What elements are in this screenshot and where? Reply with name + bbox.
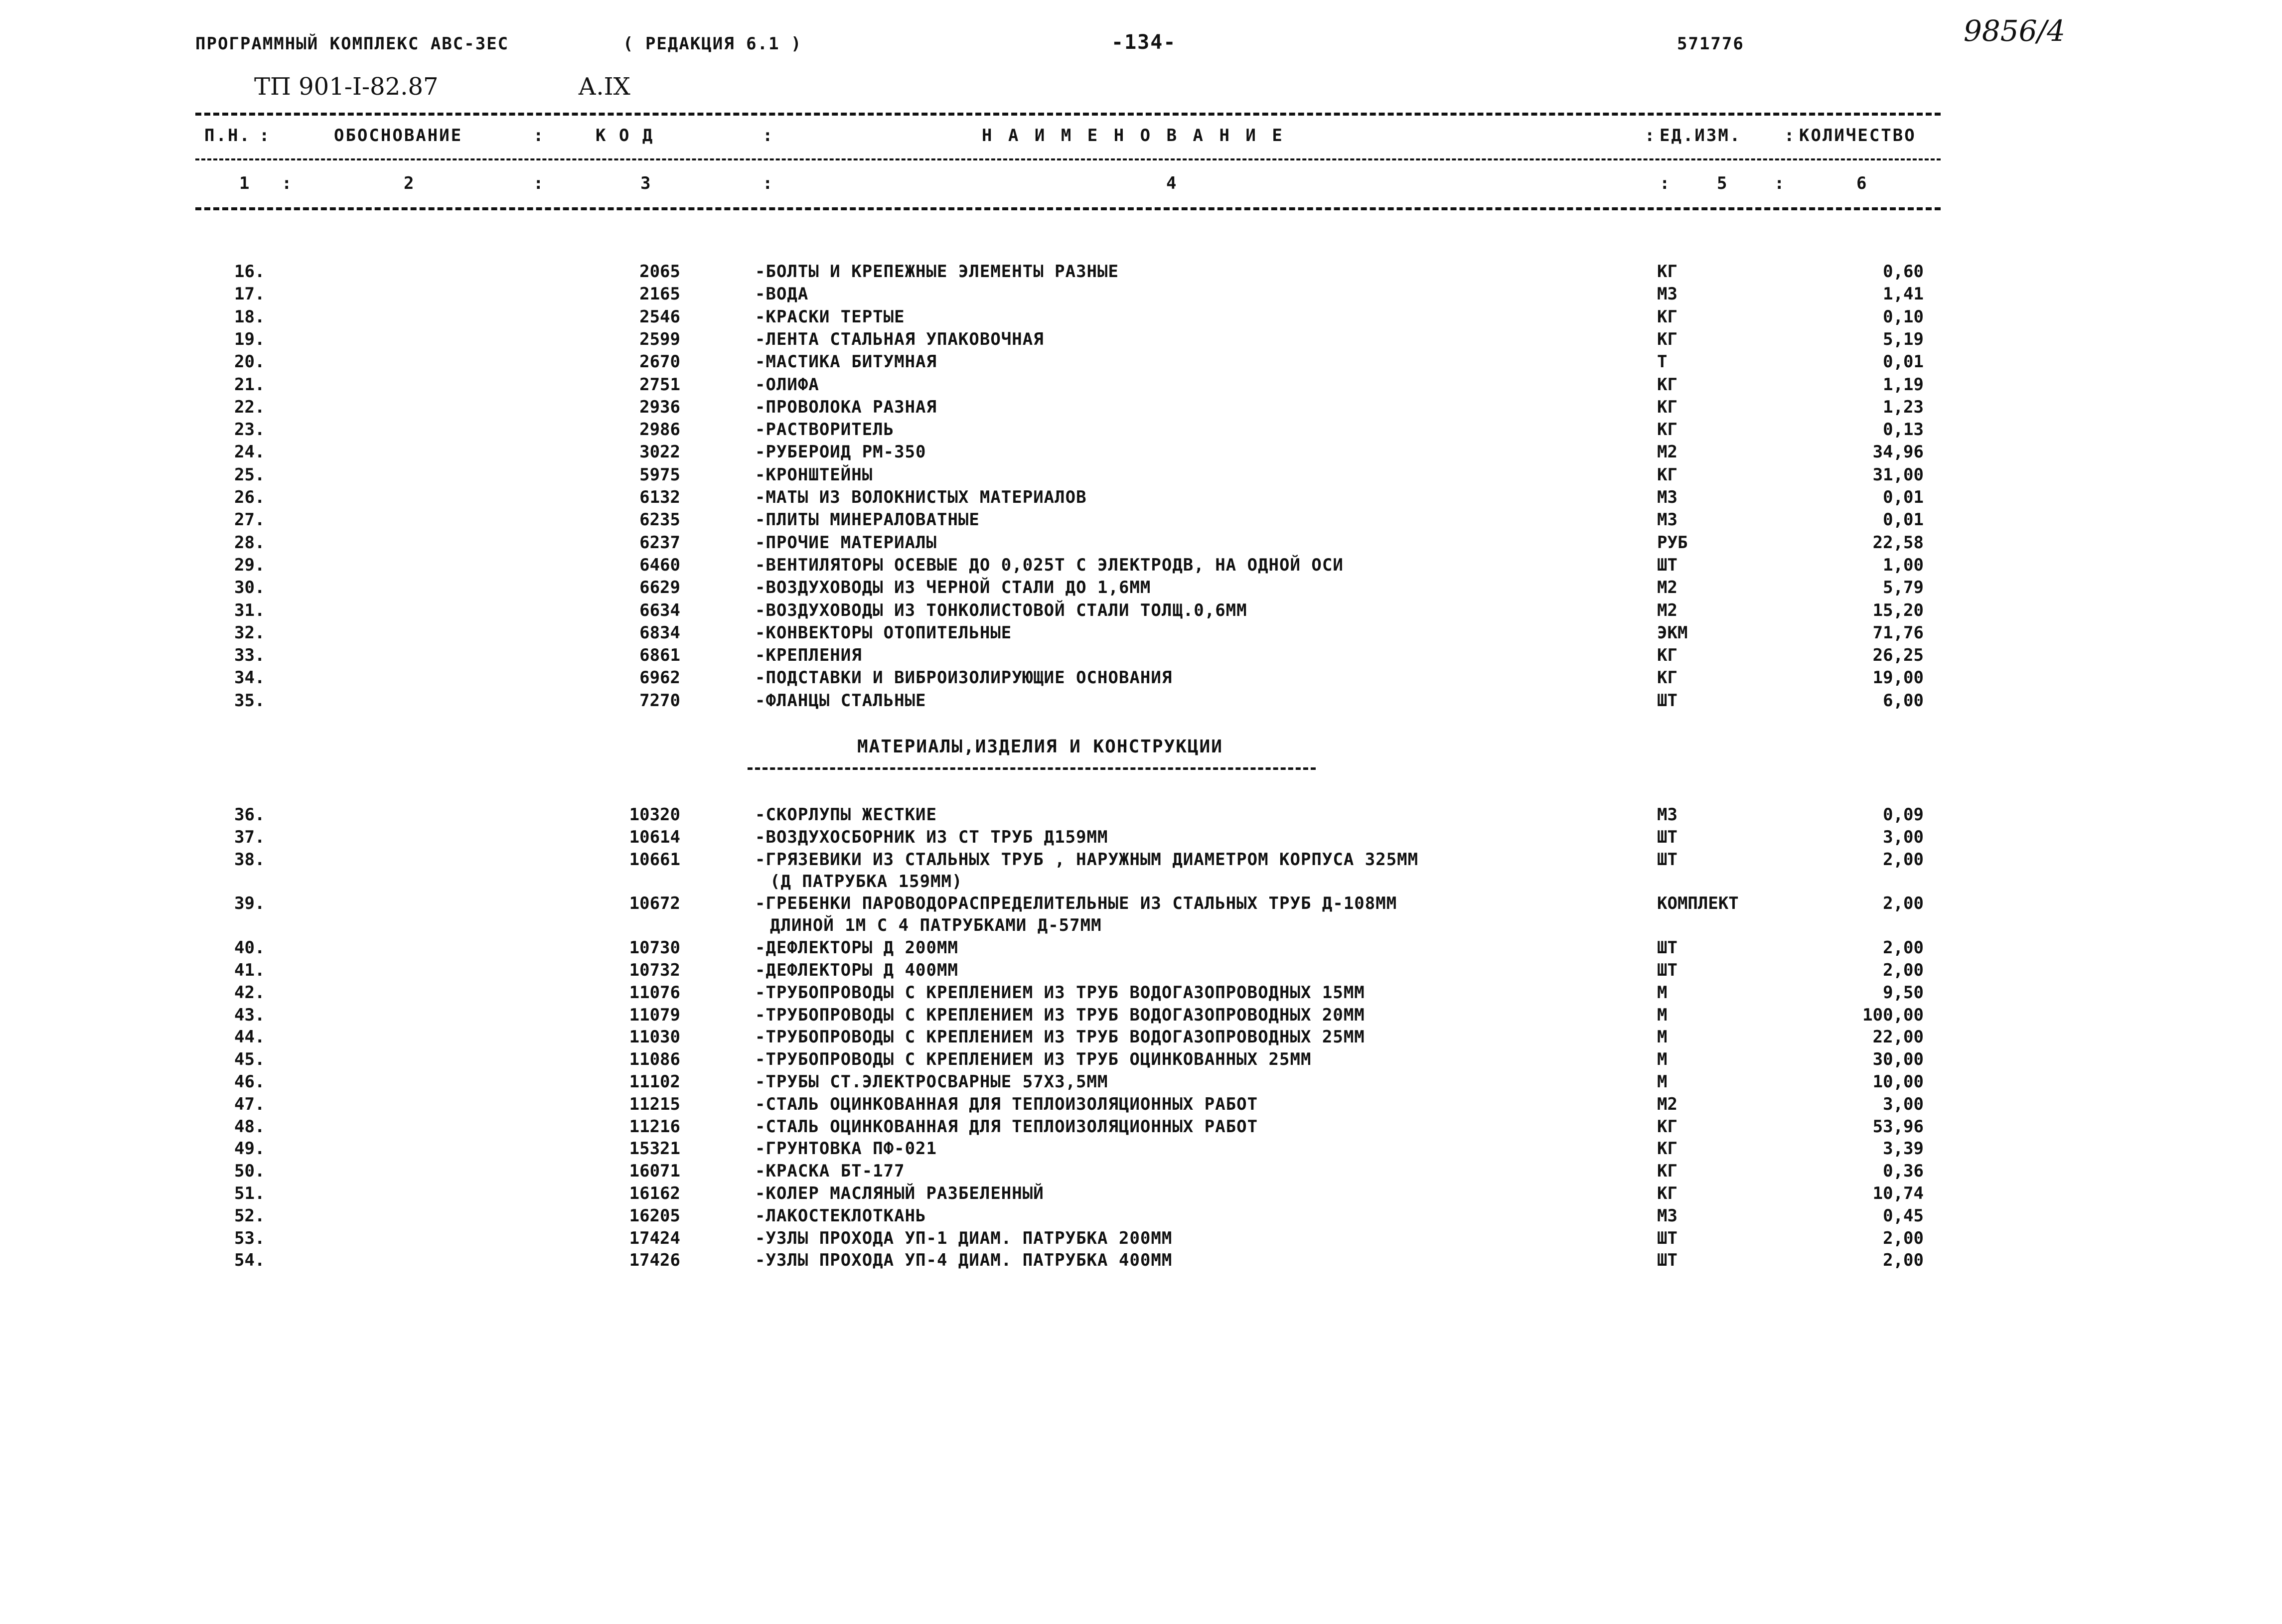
table-row xyxy=(0,307,2282,330)
row-number: 17. xyxy=(234,284,265,304)
row-code: 7270 xyxy=(639,690,680,711)
row-code: 10730 xyxy=(629,938,680,958)
row-unit: КГ xyxy=(1657,464,1677,485)
table-row xyxy=(0,397,2282,420)
row-number: 37. xyxy=(234,827,265,847)
row-code: 6634 xyxy=(639,600,680,620)
row-name: -КРАСКА БТ-177 xyxy=(755,1161,905,1181)
header-rule-bottom xyxy=(195,207,1941,210)
row-unit: ШТ xyxy=(1657,849,1677,870)
row-name: -РАСТВОРИТЕЛЬ xyxy=(755,420,895,440)
row-unit: М xyxy=(1657,1005,1668,1025)
row-name: -КОНВЕКТОРЫ ОТОПИТЕЛЬНЫЕ xyxy=(755,622,1012,643)
row-name: -ВОЗДУХОВОДЫ ИЗ ТОНКОЛИСТОВОЙ СТАЛИ ТОЛЩ.0,6ММ xyxy=(755,600,1247,620)
row-unit: КГ xyxy=(1657,645,1677,666)
row-quantity: 0,09 xyxy=(1883,805,1924,825)
col-number-4: 4 xyxy=(1166,173,1178,193)
row-number: 25. xyxy=(234,464,265,485)
table-row xyxy=(0,827,2282,850)
row-number: 31. xyxy=(234,600,265,620)
row-name: -ВОЗДУХОСБОРНИК ИЗ СТ ТРУБ Д159ММ xyxy=(755,827,1108,847)
row-unit: М3 xyxy=(1657,487,1677,507)
row-name: -БОЛТЫ И КРЕПЕЖНЫЕ ЭЛЕМЕНТЫ РАЗНЫЕ xyxy=(755,262,1119,282)
row-quantity: 53,96 xyxy=(1872,1116,1924,1137)
row-unit: РУБ xyxy=(1657,532,1688,553)
row-name: -ТРУБОПРОВОДЫ С КРЕПЛЕНИЕМ ИЗ ТРУБ ВОДОГАЗОПРОВОДНЫХ 20ММ xyxy=(755,1005,1365,1025)
row-quantity: 26,25 xyxy=(1872,645,1924,666)
table-row xyxy=(0,645,2282,668)
row-name: -ДЕФЛЕКТОРЫ Д 200ММ xyxy=(755,938,958,958)
row-number: 33. xyxy=(234,645,265,666)
col-number-2: 2 xyxy=(404,173,416,193)
row-code: 6861 xyxy=(639,645,680,666)
row-number: 36. xyxy=(234,805,265,825)
row-name-continuation: (Д ПАТРУБКА 159ММ) xyxy=(770,871,963,891)
row-name: -КОЛЕР МАСЛЯНЫЙ РАЗБЕЛЕННЫЙ xyxy=(755,1183,1044,1203)
row-number: 48. xyxy=(234,1116,265,1137)
row-quantity: 10,00 xyxy=(1872,1072,1924,1092)
table-row xyxy=(0,329,2282,352)
edition-label: ( РЕДАКЦИЯ 6.1 ) xyxy=(623,34,802,54)
doc-code: 571776 xyxy=(1677,34,1744,54)
row-unit: ШТ xyxy=(1657,827,1677,847)
row-unit: М xyxy=(1657,982,1668,1003)
row-unit: КГ xyxy=(1657,1161,1677,1181)
table-row xyxy=(0,465,2282,488)
col-separator: : xyxy=(762,126,774,146)
row-unit: ШТ xyxy=(1657,960,1677,980)
row-code: 11076 xyxy=(629,982,680,1003)
table-row xyxy=(0,1072,2282,1095)
row-number: 24. xyxy=(234,442,265,462)
row-quantity: 1,23 xyxy=(1883,397,1924,417)
row-unit: М3 xyxy=(1657,510,1677,530)
row-quantity: 5,79 xyxy=(1883,578,1924,598)
col-separator: : xyxy=(259,126,271,146)
row-code: 2751 xyxy=(639,374,680,395)
row-code: 2986 xyxy=(639,420,680,440)
row-unit: М3 xyxy=(1657,805,1677,825)
row-code: 16071 xyxy=(629,1161,680,1181)
table-row xyxy=(0,375,2282,398)
row-unit: М2 xyxy=(1657,600,1677,620)
row-quantity: 2,00 xyxy=(1883,893,1924,914)
row-name: -МАТЫ ИЗ ВОЛОКНИСТЫХ МАТЕРИАЛОВ xyxy=(755,487,1087,507)
row-unit: ШТ xyxy=(1657,938,1677,958)
table-row xyxy=(0,1049,2282,1072)
row-code: 2599 xyxy=(639,329,680,349)
row-name: -ФЛАНЦЫ СТАЛЬНЫЕ xyxy=(755,690,926,711)
row-quantity: 31,00 xyxy=(1872,464,1924,485)
table-row xyxy=(0,600,2282,623)
row-number: 42. xyxy=(234,982,265,1003)
table-row xyxy=(0,1117,2282,1140)
row-name: -УЗЛЫ ПРОХОДА УП-4 ДИАМ. ПАТРУБКА 400ММ xyxy=(755,1250,1173,1271)
row-number: 39. xyxy=(234,893,265,914)
row-unit: М2 xyxy=(1657,442,1677,462)
table-row xyxy=(0,420,2282,443)
row-name: -ВОЗДУХОВОДЫ ИЗ ЧЕРНОЙ СТАЛИ ДО 1,6ММ xyxy=(755,578,1151,598)
row-number: 27. xyxy=(234,510,265,530)
col-number-1: 1 xyxy=(239,173,251,193)
row-quantity: 2,00 xyxy=(1883,938,1924,958)
table-row xyxy=(0,1250,2282,1273)
row-number: 47. xyxy=(234,1094,265,1114)
table-row xyxy=(0,442,2282,465)
row-quantity: 2,00 xyxy=(1883,1250,1924,1271)
col-separator: : xyxy=(1645,126,1657,146)
row-number: 35. xyxy=(234,690,265,711)
row-code: 17424 xyxy=(629,1228,680,1248)
row-name: -КРЕПЛЕНИЯ xyxy=(755,645,862,666)
row-name: -РУБЕРОИД РМ-350 xyxy=(755,442,926,462)
row-number: 43. xyxy=(234,1005,265,1025)
row-number: 16. xyxy=(234,262,265,282)
row-code: 11102 xyxy=(629,1072,680,1092)
row-quantity: 30,00 xyxy=(1872,1049,1924,1070)
col-header-unit: ЕД.ИЗМ. xyxy=(1660,126,1742,146)
row-number: 21. xyxy=(234,374,265,395)
table-row xyxy=(0,555,2282,578)
row-name: -ВЕНТИЛЯТОРЫ ОСЕВЫЕ ДО 0,025Т С ЭЛЕКТРОДВ, НА ОДНОЙ ОСИ xyxy=(755,555,1344,575)
row-code: 6834 xyxy=(639,622,680,643)
row-quantity: 22,58 xyxy=(1872,532,1924,553)
row-name: -СКОРЛУПЫ ЖЕСТКИЕ xyxy=(755,805,937,825)
row-unit: КГ xyxy=(1657,1183,1677,1203)
row-number: 20. xyxy=(234,352,265,372)
table-row xyxy=(0,510,2282,533)
row-quantity: 1,41 xyxy=(1883,284,1924,304)
row-number: 32. xyxy=(234,622,265,643)
table-row xyxy=(0,983,2282,1006)
row-name: -ПРОЧИЕ МАТЕРИАЛЫ xyxy=(755,532,937,553)
section-title-underline xyxy=(748,767,1316,770)
row-number: 38. xyxy=(234,849,265,870)
row-name: -ТРУБОПРОВОДЫ С КРЕПЛЕНИЕМ ИЗ ТРУБ ОЦИНКОВАННЫХ 25ММ xyxy=(755,1049,1312,1070)
row-name: -СТАЛЬ ОЦИНКОВАННАЯ ДЛЯ ТЕПЛОИЗОЛЯЦИОННЫХ РАБОТ xyxy=(755,1116,1258,1137)
handwritten-mark: 9856/4 xyxy=(1964,14,2066,48)
table-row xyxy=(0,850,2282,873)
row-number: 23. xyxy=(234,420,265,440)
row-code: 10614 xyxy=(629,827,680,847)
table-row xyxy=(0,960,2282,983)
row-quantity: 0,01 xyxy=(1883,487,1924,507)
row-code: 16162 xyxy=(629,1183,680,1203)
col-separator: : xyxy=(282,173,294,193)
row-code: 11086 xyxy=(629,1049,680,1070)
row-quantity: 3,39 xyxy=(1883,1139,1924,1159)
page-number: -134- xyxy=(1111,31,1177,54)
row-code: 2165 xyxy=(639,284,680,304)
col-number-6: 6 xyxy=(1856,173,1868,193)
row-quantity: 10,74 xyxy=(1872,1183,1924,1203)
row-code: 11079 xyxy=(629,1005,680,1025)
row-unit: М2 xyxy=(1657,578,1677,598)
table-row xyxy=(0,1228,2282,1251)
row-quantity: 3,00 xyxy=(1883,1094,1924,1114)
row-code: 10732 xyxy=(629,960,680,980)
row-number: 22. xyxy=(234,397,265,417)
row-unit: ШТ xyxy=(1657,690,1677,711)
row-unit: КГ xyxy=(1657,1116,1677,1137)
row-number: 18. xyxy=(234,306,265,327)
row-quantity: 22,00 xyxy=(1872,1027,1924,1047)
row-code: 6460 xyxy=(639,555,680,575)
row-name: -ДЕФЛЕКТОРЫ Д 400ММ xyxy=(755,960,958,980)
row-code: 2065 xyxy=(639,262,680,282)
row-unit: КГ xyxy=(1657,668,1677,688)
row-quantity: 0,45 xyxy=(1883,1205,1924,1226)
row-unit: КГ xyxy=(1657,306,1677,327)
row-quantity: 3,00 xyxy=(1883,827,1924,847)
project-code: ТП 901-I-82.87 xyxy=(254,73,439,101)
row-quantity: 71,76 xyxy=(1872,622,1924,643)
row-code: 11216 xyxy=(629,1116,680,1137)
row-unit: М3 xyxy=(1657,284,1677,304)
row-quantity: 2,00 xyxy=(1883,1228,1924,1248)
row-code: 6237 xyxy=(639,532,680,553)
row-unit: ШТ xyxy=(1657,555,1677,575)
row-code: 11030 xyxy=(629,1027,680,1047)
row-quantity: 0,36 xyxy=(1883,1161,1924,1181)
row-number: 45. xyxy=(234,1049,265,1070)
section-title: МАТЕРИАЛЫ,ИЗДЕЛИЯ И КОНСТРУКЦИИ xyxy=(857,737,1223,757)
row-quantity: 2,00 xyxy=(1883,849,1924,870)
row-unit: КГ xyxy=(1657,262,1677,282)
row-number: 28. xyxy=(234,532,265,553)
row-unit: М xyxy=(1657,1049,1668,1070)
col-header-basis: ОБОСНОВАНИЕ xyxy=(334,126,463,146)
row-name: -ПРОВОЛОКА РАЗНАЯ xyxy=(755,397,937,417)
row-quantity: 0,60 xyxy=(1883,262,1924,282)
row-name: -КРОНШТЕЙНЫ xyxy=(755,464,873,485)
row-quantity: 34,96 xyxy=(1872,442,1924,462)
row-unit: КГ xyxy=(1657,420,1677,440)
table-row xyxy=(0,1161,2282,1184)
table-row xyxy=(0,1183,2282,1206)
row-name: -ЛАКОСТЕКЛОТКАНЬ xyxy=(755,1205,926,1226)
row-unit: ШТ xyxy=(1657,1250,1677,1271)
row-unit: КГ xyxy=(1657,397,1677,417)
row-number: 54. xyxy=(234,1250,265,1271)
row-quantity: 0,13 xyxy=(1883,420,1924,440)
row-name: -ТРУБОПРОВОДЫ С КРЕПЛЕНИЕМ ИЗ ТРУБ ВОДОГАЗОПРОВОДНЫХ 15ММ xyxy=(755,982,1365,1003)
row-quantity: 0,10 xyxy=(1883,306,1924,327)
col-header-code: К О Д xyxy=(596,126,654,146)
row-name: -МАСТИКА БИТУМНАЯ xyxy=(755,352,937,372)
row-unit: ШТ xyxy=(1657,1228,1677,1248)
table-row xyxy=(0,284,2282,307)
row-code: 6629 xyxy=(639,578,680,598)
col-separator: : xyxy=(762,173,774,193)
table-row xyxy=(0,1005,2282,1028)
row-number: 44. xyxy=(234,1027,265,1047)
table-row xyxy=(0,352,2282,375)
row-quantity: 1,00 xyxy=(1883,555,1924,575)
row-quantity: 2,00 xyxy=(1883,960,1924,980)
row-unit: Т xyxy=(1657,352,1668,372)
row-code: 6132 xyxy=(639,487,680,507)
col-separator: : xyxy=(533,126,545,146)
table-row xyxy=(0,1094,2282,1117)
row-name: -ПЛИТЫ МИНЕРАЛОВАТНЫЕ xyxy=(755,510,980,530)
row-quantity: 0,01 xyxy=(1883,510,1924,530)
row-name: -ЛЕНТА СТАЛЬНАЯ УПАКОВОЧНАЯ xyxy=(755,329,1044,349)
header-rule-top xyxy=(195,113,1941,116)
col-header-num: П.Н. xyxy=(204,126,251,146)
album-label: А.IX xyxy=(578,73,630,101)
row-number: 46. xyxy=(234,1072,265,1092)
row-number: 41. xyxy=(234,960,265,980)
row-name: -СТАЛЬ ОЦИНКОВАННАЯ ДЛЯ ТЕПЛОИЗОЛЯЦИОННЫХ РАБОТ xyxy=(755,1094,1258,1114)
row-number: 50. xyxy=(234,1161,265,1181)
row-quantity: 9,50 xyxy=(1883,982,1924,1003)
row-code: 3022 xyxy=(639,442,680,462)
table-row xyxy=(0,487,2282,510)
row-code: 6235 xyxy=(639,510,680,530)
table-row xyxy=(0,1139,2282,1162)
row-number: 53. xyxy=(234,1228,265,1248)
col-header-qty: КОЛИЧЕСТВО xyxy=(1799,126,1916,146)
row-number: 49. xyxy=(234,1139,265,1159)
row-name: -ГРЕБЕНКИ ПАРОВОДОРАСПРЕДЕЛИТЕЛЬНЫЕ ИЗ СТАЛЬНЫХ ТРУБ Д-108ММ xyxy=(755,893,1397,914)
row-unit: М xyxy=(1657,1072,1668,1092)
row-number: 52. xyxy=(234,1205,265,1226)
table-row xyxy=(0,893,2282,916)
row-unit: КОМПЛЕКТ xyxy=(1657,893,1739,914)
program-title: ПРОГРАММНЫЙ КОМПЛЕКС АВС-3ЕС xyxy=(195,34,509,54)
table-row xyxy=(0,805,2282,828)
table-row xyxy=(0,1027,2282,1050)
row-number: 34. xyxy=(234,668,265,688)
col-separator: : xyxy=(533,173,545,193)
row-code: 15321 xyxy=(629,1139,680,1159)
row-code: 16205 xyxy=(629,1205,680,1226)
row-name-continuation: ДЛИНОЙ 1М С 4 ПАТРУБКАМИ Д-57ММ xyxy=(770,915,1102,936)
row-name: -УЗЛЫ ПРОХОДА УП-1 ДИАМ. ПАТРУБКА 200ММ xyxy=(755,1228,1173,1248)
table-row xyxy=(0,1206,2282,1229)
row-unit: ЭКМ xyxy=(1657,622,1688,643)
row-code: 6962 xyxy=(639,668,680,688)
row-quantity: 15,20 xyxy=(1872,600,1924,620)
row-number: 30. xyxy=(234,578,265,598)
row-name: -ГРЯЗЕВИКИ ИЗ СТАЛЬНЫХ ТРУБ , НАРУЖНЫМ ДИАМЕТРОМ КОРПУСА 325ММ xyxy=(755,849,1419,870)
row-unit: КГ xyxy=(1657,329,1677,349)
row-name: -ГРУНТОВКА ПФ-021 xyxy=(755,1139,937,1159)
row-number: 19. xyxy=(234,329,265,349)
row-quantity: 0,01 xyxy=(1883,352,1924,372)
row-code: 10672 xyxy=(629,893,680,914)
row-unit: М3 xyxy=(1657,1205,1677,1226)
table-row xyxy=(0,578,2282,600)
row-quantity: 100,00 xyxy=(1862,1005,1924,1025)
table-row xyxy=(0,938,2282,961)
row-code: 10661 xyxy=(629,849,680,870)
row-code: 11215 xyxy=(629,1094,680,1114)
col-separator: : xyxy=(1784,126,1796,146)
row-name: -КРАСКИ ТЕРТЫЕ xyxy=(755,306,905,327)
row-quantity: 19,00 xyxy=(1872,668,1924,688)
row-unit: М xyxy=(1657,1027,1668,1047)
row-code: 2546 xyxy=(639,306,680,327)
row-unit: М2 xyxy=(1657,1094,1677,1114)
row-name: -ТРУБЫ СТ.ЭЛЕКТРОСВАРНЫЕ 57Х3,5ММ xyxy=(755,1072,1108,1092)
row-quantity: 5,19 xyxy=(1883,329,1924,349)
row-unit: КГ xyxy=(1657,374,1677,395)
row-number: 40. xyxy=(234,938,265,958)
row-unit: КГ xyxy=(1657,1139,1677,1159)
table-row xyxy=(0,668,2282,691)
row-name: -ВОДА xyxy=(755,284,809,304)
row-number: 51. xyxy=(234,1183,265,1203)
row-number: 26. xyxy=(234,487,265,507)
col-header-name: Н А И М Е Н О В А Н И Е xyxy=(982,126,1285,146)
row-code: 2670 xyxy=(639,352,680,372)
row-code: 10320 xyxy=(629,805,680,825)
row-name: -ТРУБОПРОВОДЫ С КРЕПЛЕНИЕМ ИЗ ТРУБ ВОДОГАЗОПРОВОДНЫХ 25ММ xyxy=(755,1027,1365,1047)
row-name: -ОЛИФА xyxy=(755,374,819,395)
row-name: -ПОДСТАВКИ И ВИБРОИЗОЛИРУЮЩИЕ ОСНОВАНИЯ xyxy=(755,668,1173,688)
col-separator: : xyxy=(1660,173,1672,193)
row-code: 17426 xyxy=(629,1250,680,1271)
row-number: 29. xyxy=(234,555,265,575)
col-number-3: 3 xyxy=(640,173,652,193)
col-separator: : xyxy=(1774,173,1786,193)
table-row xyxy=(0,262,2282,285)
header-rule-mid xyxy=(195,158,1941,160)
table-row xyxy=(0,533,2282,556)
row-code: 2936 xyxy=(639,397,680,417)
row-quantity: 6,00 xyxy=(1883,690,1924,711)
row-code: 5975 xyxy=(639,464,680,485)
table-row xyxy=(0,623,2282,646)
col-number-5: 5 xyxy=(1717,173,1729,193)
row-quantity: 1,19 xyxy=(1883,374,1924,395)
table-row xyxy=(0,691,2282,714)
